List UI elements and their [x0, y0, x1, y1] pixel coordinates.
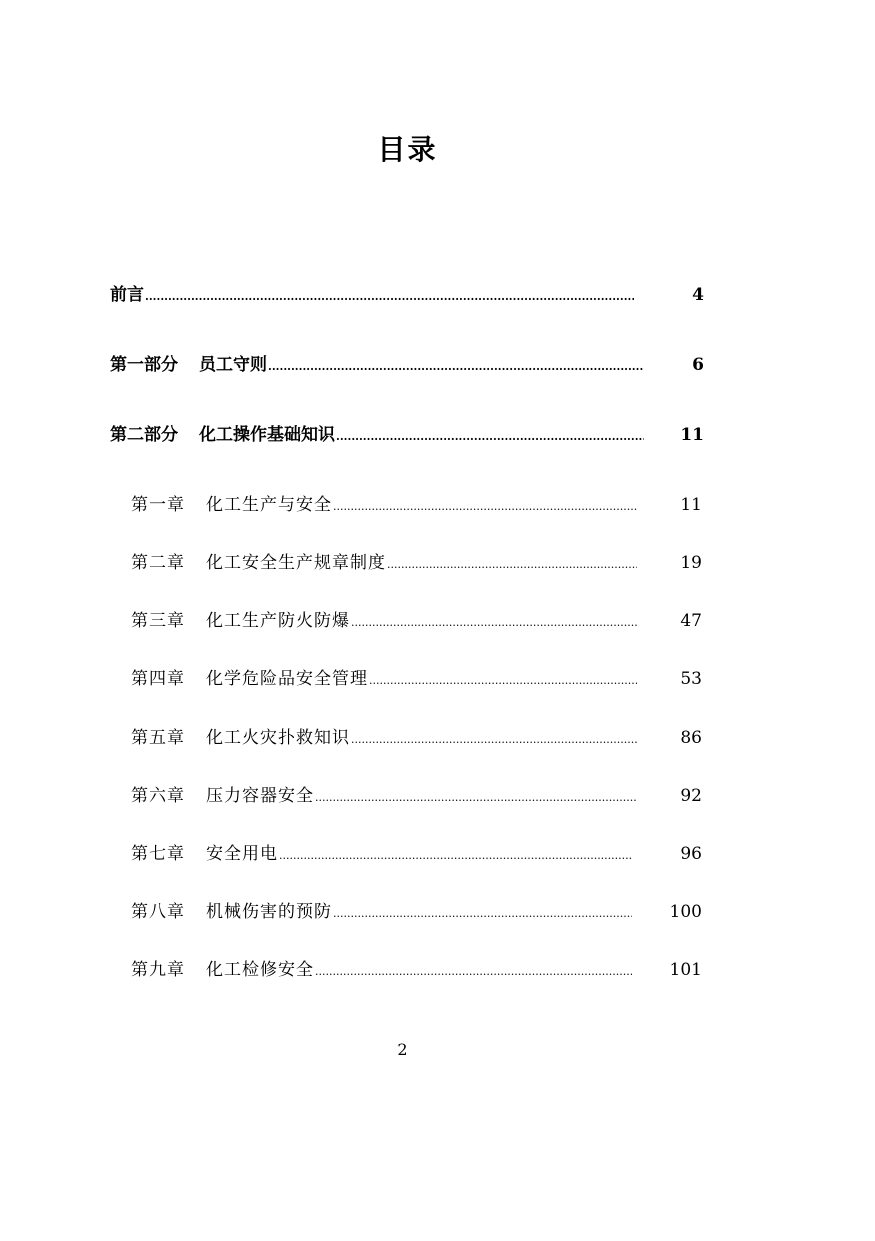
toc-entry-page: 96 — [680, 844, 702, 864]
toc-entry-prefix: 第五章 — [131, 728, 185, 748]
page-title: 目录 — [377, 133, 438, 166]
toc-entry-prefix: 第二部分 — [110, 425, 178, 445]
toc-entry-page: 4 — [692, 285, 704, 305]
toc-entry-chapter-4[interactable] — [131, 664, 702, 689]
toc-entry-preface[interactable] — [110, 280, 704, 305]
toc-entry-title: 前言 — [110, 285, 144, 305]
toc-entry-chapter-3[interactable] — [131, 606, 702, 631]
toc-entry-chapter-8[interactable] — [131, 897, 702, 922]
toc-entry-prefix: 第四章 — [131, 669, 185, 689]
toc-leader-dots — [369, 675, 637, 689]
toc-leader-dots — [145, 291, 634, 305]
toc-entry-prefix: 第八章 — [131, 902, 185, 922]
toc-leader-dots — [387, 559, 637, 573]
toc-entry-part-1[interactable] — [110, 350, 704, 375]
toc-entry-page: 100 — [669, 902, 702, 922]
toc-entry-prefix: 第九章 — [131, 960, 185, 980]
toc-entry-title: 化学危险品安全管理 — [206, 669, 368, 689]
toc-leader-dots — [333, 501, 637, 515]
toc-entry-page: 11 — [680, 495, 702, 515]
toc-entry-page: 19 — [680, 553, 702, 573]
toc-entry-page: 47 — [680, 611, 702, 631]
toc-entry-page: 92 — [680, 786, 702, 806]
toc-entry-chapter-2[interactable] — [131, 548, 702, 573]
toc-entry-title: 员工守则 — [199, 355, 267, 375]
toc-entry-title: 化工操作基础知识 — [199, 425, 335, 445]
page-number: 2 — [397, 1040, 408, 1059]
toc-entry-page: 101 — [669, 960, 702, 980]
toc-entry-page: 6 — [692, 355, 704, 375]
toc-entry-prefix: 第三章 — [131, 611, 185, 631]
toc-entry-chapter-6[interactable] — [131, 781, 702, 806]
toc-leader-dots — [279, 850, 632, 864]
toc-entry-title: 化工生产防火防爆 — [206, 611, 350, 631]
toc-leader-dots — [351, 734, 637, 748]
toc-leader-dots — [336, 431, 644, 445]
toc-entry-page: 53 — [680, 669, 702, 689]
toc-entry-title: 机械伤害的预防 — [206, 902, 332, 922]
toc-entry-chapter-1[interactable] — [131, 490, 702, 515]
toc-entry-chapter-5[interactable] — [131, 723, 702, 748]
toc-entry-prefix: 第一部分 — [110, 355, 178, 375]
toc-entry-part-2[interactable] — [110, 420, 704, 445]
toc-leader-dots — [351, 617, 637, 631]
toc-entry-chapter-7[interactable] — [131, 839, 702, 864]
toc-leader-dots — [268, 361, 644, 375]
toc-entry-title: 化工火灾扑救知识 — [206, 728, 350, 748]
toc-leader-dots — [333, 908, 632, 922]
toc-entry-prefix: 第二章 — [131, 553, 185, 573]
toc-entry-title: 压力容器安全 — [206, 786, 314, 806]
toc-entry-prefix: 第七章 — [131, 844, 185, 864]
toc-entry-prefix: 第六章 — [131, 786, 185, 806]
toc-entry-prefix: 第一章 — [131, 495, 185, 515]
toc-entry-title: 化工检修安全 — [206, 960, 314, 980]
toc-leader-dots — [315, 966, 632, 980]
toc-entry-page: 11 — [680, 425, 704, 445]
toc-entry-title: 安全用电 — [206, 844, 278, 864]
toc-entry-chapter-9[interactable] — [131, 955, 702, 980]
toc-entry-page: 86 — [680, 728, 702, 748]
toc-entry-title: 化工安全生产规章制度 — [206, 553, 386, 573]
toc-leader-dots — [315, 792, 637, 806]
toc-entry-title: 化工生产与安全 — [206, 495, 332, 515]
